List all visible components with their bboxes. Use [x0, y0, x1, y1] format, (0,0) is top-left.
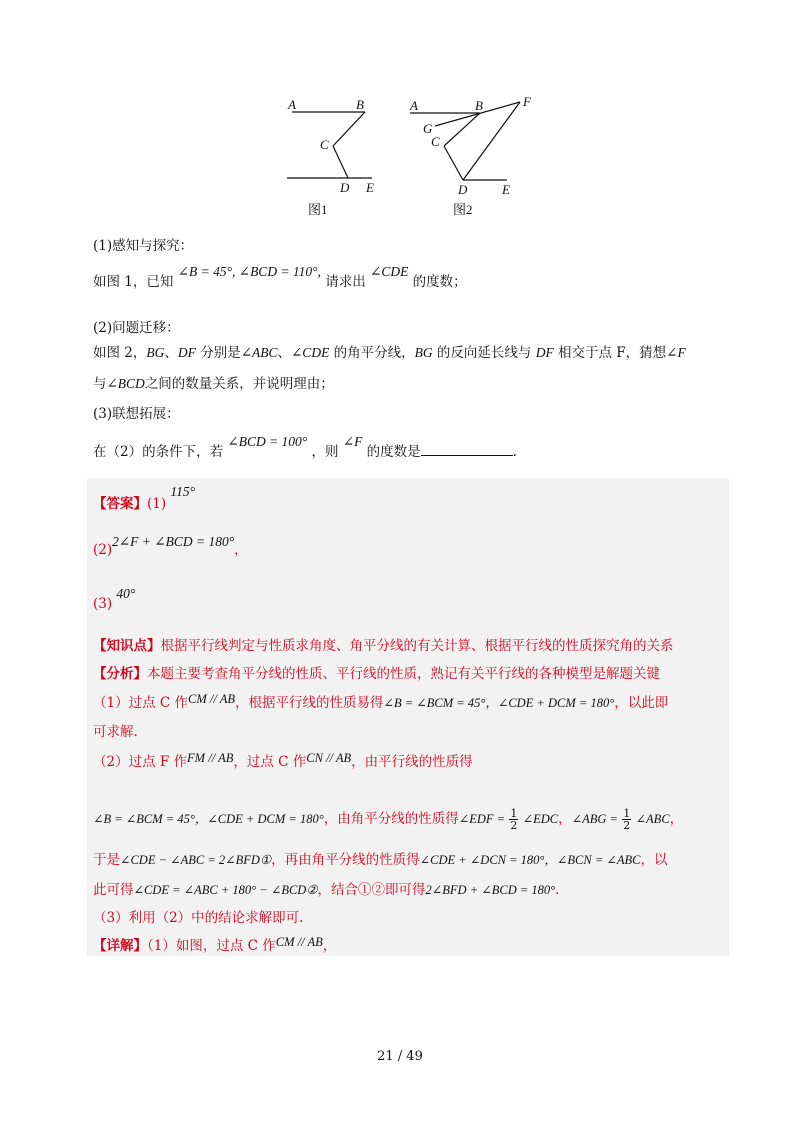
fig1-line-bc	[333, 112, 365, 146]
answer-a2: 2∠F + ∠BCD = 180°	[112, 534, 235, 549]
detail-m: CM // AB	[275, 935, 323, 949]
analysis-s3a: ，由角平分线的性质得	[323, 811, 459, 827]
q2-l1b: 分别是	[200, 345, 241, 361]
analysis-s3b: ，	[558, 811, 572, 827]
analysis-s2c: ，由平行线的性质得	[351, 754, 473, 770]
q2-line1	[93, 343, 686, 363]
q1-given: ∠B = 45°, ∠BCD = 110°,	[177, 264, 321, 279]
fig1-line-cd	[333, 146, 348, 178]
geometry-figures	[270, 92, 530, 222]
knowledge-line	[93, 636, 674, 656]
analysis-s2a: （2）过点 F 作	[93, 754, 188, 770]
q2-df: DF	[177, 345, 196, 360]
fraction-half-1	[509, 808, 518, 831]
analysis-s4a: 于是	[93, 852, 120, 868]
q2-sep2: 、	[277, 345, 291, 361]
page-number: 21 / 49	[377, 1049, 423, 1064]
analysis-s4b: ，再由角平分线的性质得	[271, 852, 420, 868]
answer-p3: (3)	[93, 596, 113, 612]
fraction-half-2	[622, 808, 631, 831]
fraction-den-2: 2	[623, 819, 631, 832]
analysis-s3m3: ∠EDC	[522, 812, 559, 826]
q1-text	[93, 264, 467, 292]
fig2-line-fd	[463, 102, 520, 180]
fig1-label-c: C	[320, 137, 329, 152]
analysis-s5b: ，结合①②即可得	[317, 882, 426, 898]
q2-bcd: ∠BCD	[106, 376, 145, 391]
q2-cde: ∠CDE	[291, 345, 330, 360]
figures	[270, 92, 530, 222]
answer-line3	[93, 586, 136, 614]
answer-a1: 115°	[170, 484, 196, 499]
q3-given: ∠BCD = 100°	[227, 434, 308, 449]
q2-l1e: 相交于点 F，猜想	[558, 345, 667, 361]
analysis-step1	[93, 693, 668, 713]
analysis-s1a: （1）过点 C 作	[93, 695, 189, 711]
q3-prefix: 在（2）的条件下，若	[93, 444, 224, 460]
answer-line1	[93, 484, 196, 514]
analysis-s5m2: 2∠BFD + ∠BCD = 180°	[425, 883, 556, 897]
answer-p2: (2)	[93, 542, 113, 558]
analysis-s4m1: ∠CDE − ∠ABC = 2∠BFD①	[120, 853, 272, 867]
q3-suffix: 的度数是	[366, 444, 421, 460]
fig1-label-a: A	[288, 97, 296, 112]
answer-a3: 40°	[116, 586, 136, 601]
q2-l1c: 的角平分线，	[333, 345, 415, 361]
analysis-s5c: .	[555, 882, 560, 898]
analysis-s1c: ，以此即	[614, 695, 669, 711]
detail-a: （1）如图，过点 C 作	[147, 938, 276, 954]
analysis-s1b: ，根据平行线的性质易得	[235, 695, 384, 711]
analysis-s1m1: CM // AB	[188, 692, 236, 706]
knowledge-text: 根据平行线判定与性质求角度、角平分线的有关计算、根据平行线的性质探究角的关系	[160, 638, 674, 654]
fig1-label-e: E	[366, 180, 374, 195]
q1-prefix: 如图 1，已知	[93, 274, 174, 290]
analysis-s1m2: ∠B = ∠BCM = 45°，∠CDE + DCM = 180°	[383, 696, 615, 710]
answer-blank	[421, 443, 513, 456]
answer-line2	[93, 534, 248, 560]
fig2-label-g: G	[423, 121, 433, 136]
analysis-s3m1: ∠B = ∠BCM = 45°，∠CDE + DCM = 180°	[93, 812, 324, 826]
detail-tag: 【详解】	[93, 938, 147, 954]
analysis-step4	[93, 850, 667, 870]
analysis-s2b: ，过点 C 作	[233, 754, 307, 770]
q2-l2b: 之间的数量关系，并说明理由；	[144, 376, 334, 392]
fraction-num-1: 1	[510, 807, 518, 820]
q2-bg: BG	[146, 345, 165, 360]
knowledge-tag: 【知识点】	[93, 638, 161, 654]
analysis-s4c: ，以	[640, 852, 668, 868]
answer-tag: 【答案】	[93, 496, 147, 512]
detail-line	[93, 936, 336, 956]
q2-abc: ∠ABC	[240, 345, 278, 360]
detail-b: ，	[322, 938, 337, 954]
q3-mid: ，则	[311, 444, 339, 460]
fig2-label-f: F	[523, 94, 531, 109]
analysis-s2m1: FM // AB	[187, 751, 234, 765]
q2-sep: 、	[164, 345, 178, 361]
analysis-s2m2: CN // AB	[306, 751, 352, 765]
fig2-label-d: D	[458, 182, 468, 197]
q2-l1d: 的反向延长线与	[436, 345, 532, 361]
fig2-line-cd	[444, 146, 463, 180]
analysis-s5a: 此可得	[93, 882, 134, 898]
fig2-label-c: C	[431, 134, 440, 149]
analysis-step2	[93, 752, 473, 772]
q3-title: (3)联想拓展：	[93, 406, 180, 422]
fig2-label-e: E	[502, 182, 510, 197]
q2-df2: DF	[535, 345, 554, 360]
fig1-caption: 图1	[308, 202, 328, 217]
q2-l2a: 与	[93, 376, 107, 392]
q2-title: (2)问题迁移：	[93, 320, 180, 336]
q1-mid: 请求出	[325, 274, 366, 290]
fig1-label-b: B	[356, 97, 364, 112]
q3-text	[93, 434, 517, 462]
fig2-label-a: A	[410, 98, 418, 113]
fig2-caption: 图2	[453, 202, 473, 217]
fig2-label-b: B	[475, 98, 483, 113]
q1-title: (1)感知与探究：	[93, 238, 194, 254]
analysis-s3c: ，	[669, 811, 684, 827]
analysis-s3m2: ∠EDF =	[458, 812, 506, 826]
fraction-den-1: 2	[510, 819, 518, 832]
q1-target: ∠CDE	[370, 264, 409, 279]
analysis-s4m2: ∠CDE + ∠DCN = 180°，∠BCN = ∠ABC	[419, 853, 641, 867]
analysis-s3m5: ∠ABC	[635, 812, 670, 826]
analysis-step1-cont: 可求解.	[93, 724, 138, 740]
answer-p1: (1)	[147, 496, 167, 512]
q3-target: ∠F	[342, 434, 363, 449]
analysis-line	[93, 664, 660, 684]
analysis-s3m4: ∠ABG =	[571, 812, 618, 826]
q3-end: .	[512, 444, 517, 460]
q2-line2	[93, 374, 334, 394]
analysis-step6: （3）利用（2）中的结论求解即可.	[93, 910, 304, 926]
q2-bg2: BG	[414, 345, 433, 360]
q1-suffix: 的度数；	[412, 274, 467, 290]
q2-f: ∠F	[666, 345, 686, 360]
answer-a2-end: ，	[234, 542, 248, 558]
analysis-step5	[93, 880, 559, 900]
analysis-text: 本题主要考查角平分线的性质、平行线的性质，熟记有关平行线的各种模型是解题关键	[147, 666, 660, 682]
analysis-s5m1: ∠CDE = ∠ABC + 180° − ∠BCD②	[133, 883, 318, 897]
fraction-num-2: 1	[623, 807, 631, 820]
fig1-label-d: D	[340, 180, 350, 195]
analysis-step3	[93, 808, 683, 831]
analysis-tag: 【分析】	[93, 666, 147, 682]
q2-l1a: 如图 2，	[93, 345, 147, 361]
